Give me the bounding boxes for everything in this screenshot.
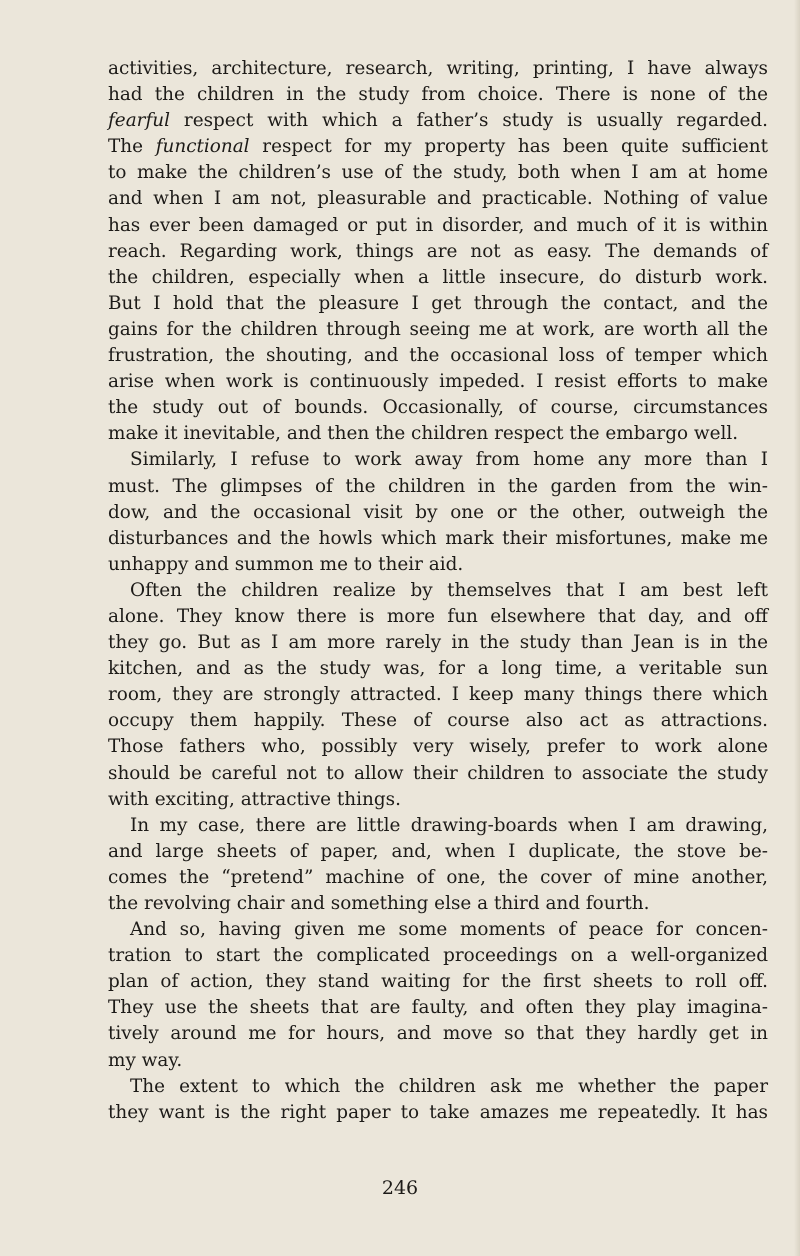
- text-line: and large sheets of paper, and, when I duplicate, the stove be-: [108, 840, 768, 862]
- text-line: tively around me for hours, and move so that they hardly get in: [108, 1023, 768, 1045]
- text-line: Those fathers who, possibly very wisely, prefer to work alone: [108, 736, 768, 758]
- text-line: they want is the right paper to take amazes me repeatedly. It has: [108, 1101, 768, 1123]
- text-line: And so, having given me some moments of peace for concen-: [130, 919, 768, 941]
- text-line: alone. They know there is more fun elsewhere that day, and off: [108, 605, 768, 627]
- text-line: comes the “pretend” machine of one, the cover of mine another,: [108, 866, 768, 888]
- text-line: The functional respect for my property has been quite sufficient: [108, 136, 768, 158]
- text-line: room, they are strongly attracted. I keep many things there which: [108, 684, 768, 706]
- text-line: and when I am not, pleasurable and practicable. Nothing of value: [108, 188, 768, 210]
- page-number: 246: [381, 1177, 419, 1199]
- text-line: the study out of bounds. Occasionally, of course, circumstances: [108, 397, 768, 419]
- text-line: should be careful not to allow their children to associate the study: [108, 762, 768, 784]
- text-line: frustration, the shouting, and the occasional loss of temper which: [108, 345, 768, 367]
- text-line: kitchen, and as the study was, for a long time, a veritable sun: [108, 658, 768, 680]
- text-line: Often the children realize by themselves that I am best left: [130, 579, 768, 601]
- text-line: disturbances and the howls which mark their misfortunes, make me: [108, 527, 768, 549]
- text-line: gains for the children through seeing me at work, are worth all the: [108, 318, 768, 340]
- text-line: my way.: [108, 1049, 183, 1071]
- text-line: reach. Regarding work, things are not as easy. The demands of: [108, 240, 768, 262]
- text-line: has ever been damaged or put in disorder, and much of it is within: [108, 214, 768, 236]
- text-line: arise when work is continuously impeded. I resist efforts to make: [108, 371, 768, 393]
- text-line: the children, especially when a little insecure, do disturb work.: [108, 266, 768, 288]
- text-line: make it inevitable, and then the children respect the embargo well.: [108, 423, 739, 445]
- text-line: the revolving chair and something else a third and fourth.: [108, 893, 650, 914]
- text-line: plan of action, they stand waiting for the first sheets to roll off.: [108, 971, 768, 993]
- text-line: dow, and the occasional visit by one or the other, outweigh the: [108, 501, 768, 523]
- text-line: with exciting, attractive things.: [108, 788, 401, 810]
- text-line: In my case, there are little drawing-boards when I am drawing,: [130, 814, 768, 836]
- text-line: must. The glimpses of the children in the garden from the win-: [108, 475, 768, 497]
- text-line: tration to start the complicated proceedings on a well-organized: [108, 945, 768, 967]
- text-line: to make the children’s use of the study, both when I am at home: [108, 162, 768, 184]
- body-text: [108, 56, 768, 1126]
- text-line: But I hold that the pleasure I get through the contact, and the: [108, 292, 768, 314]
- page-edge-shadow: [794, 0, 800, 1256]
- text-line: The extent to which the children ask me whether the paper: [130, 1075, 768, 1097]
- text-line: fearful respect with which a father’s study is usually regarded.: [108, 110, 768, 132]
- text-line: unhappy and summon me to their aid.: [108, 553, 464, 575]
- text-line: Similarly, I refuse to work away from home any more than I: [130, 449, 768, 471]
- text-line: had the children in the study from choice. There is none of the: [108, 84, 768, 106]
- text-line: They use the sheets that are faulty, and often they play imagina-: [108, 997, 768, 1019]
- text-line: activities, architecture, research, writing, printing, I have always: [108, 58, 768, 79]
- text-line: they go. But as I am more rarely in the study than Jean is in the: [108, 632, 768, 654]
- text-line: occupy them happily. These of course also act as attractions.: [108, 710, 768, 732]
